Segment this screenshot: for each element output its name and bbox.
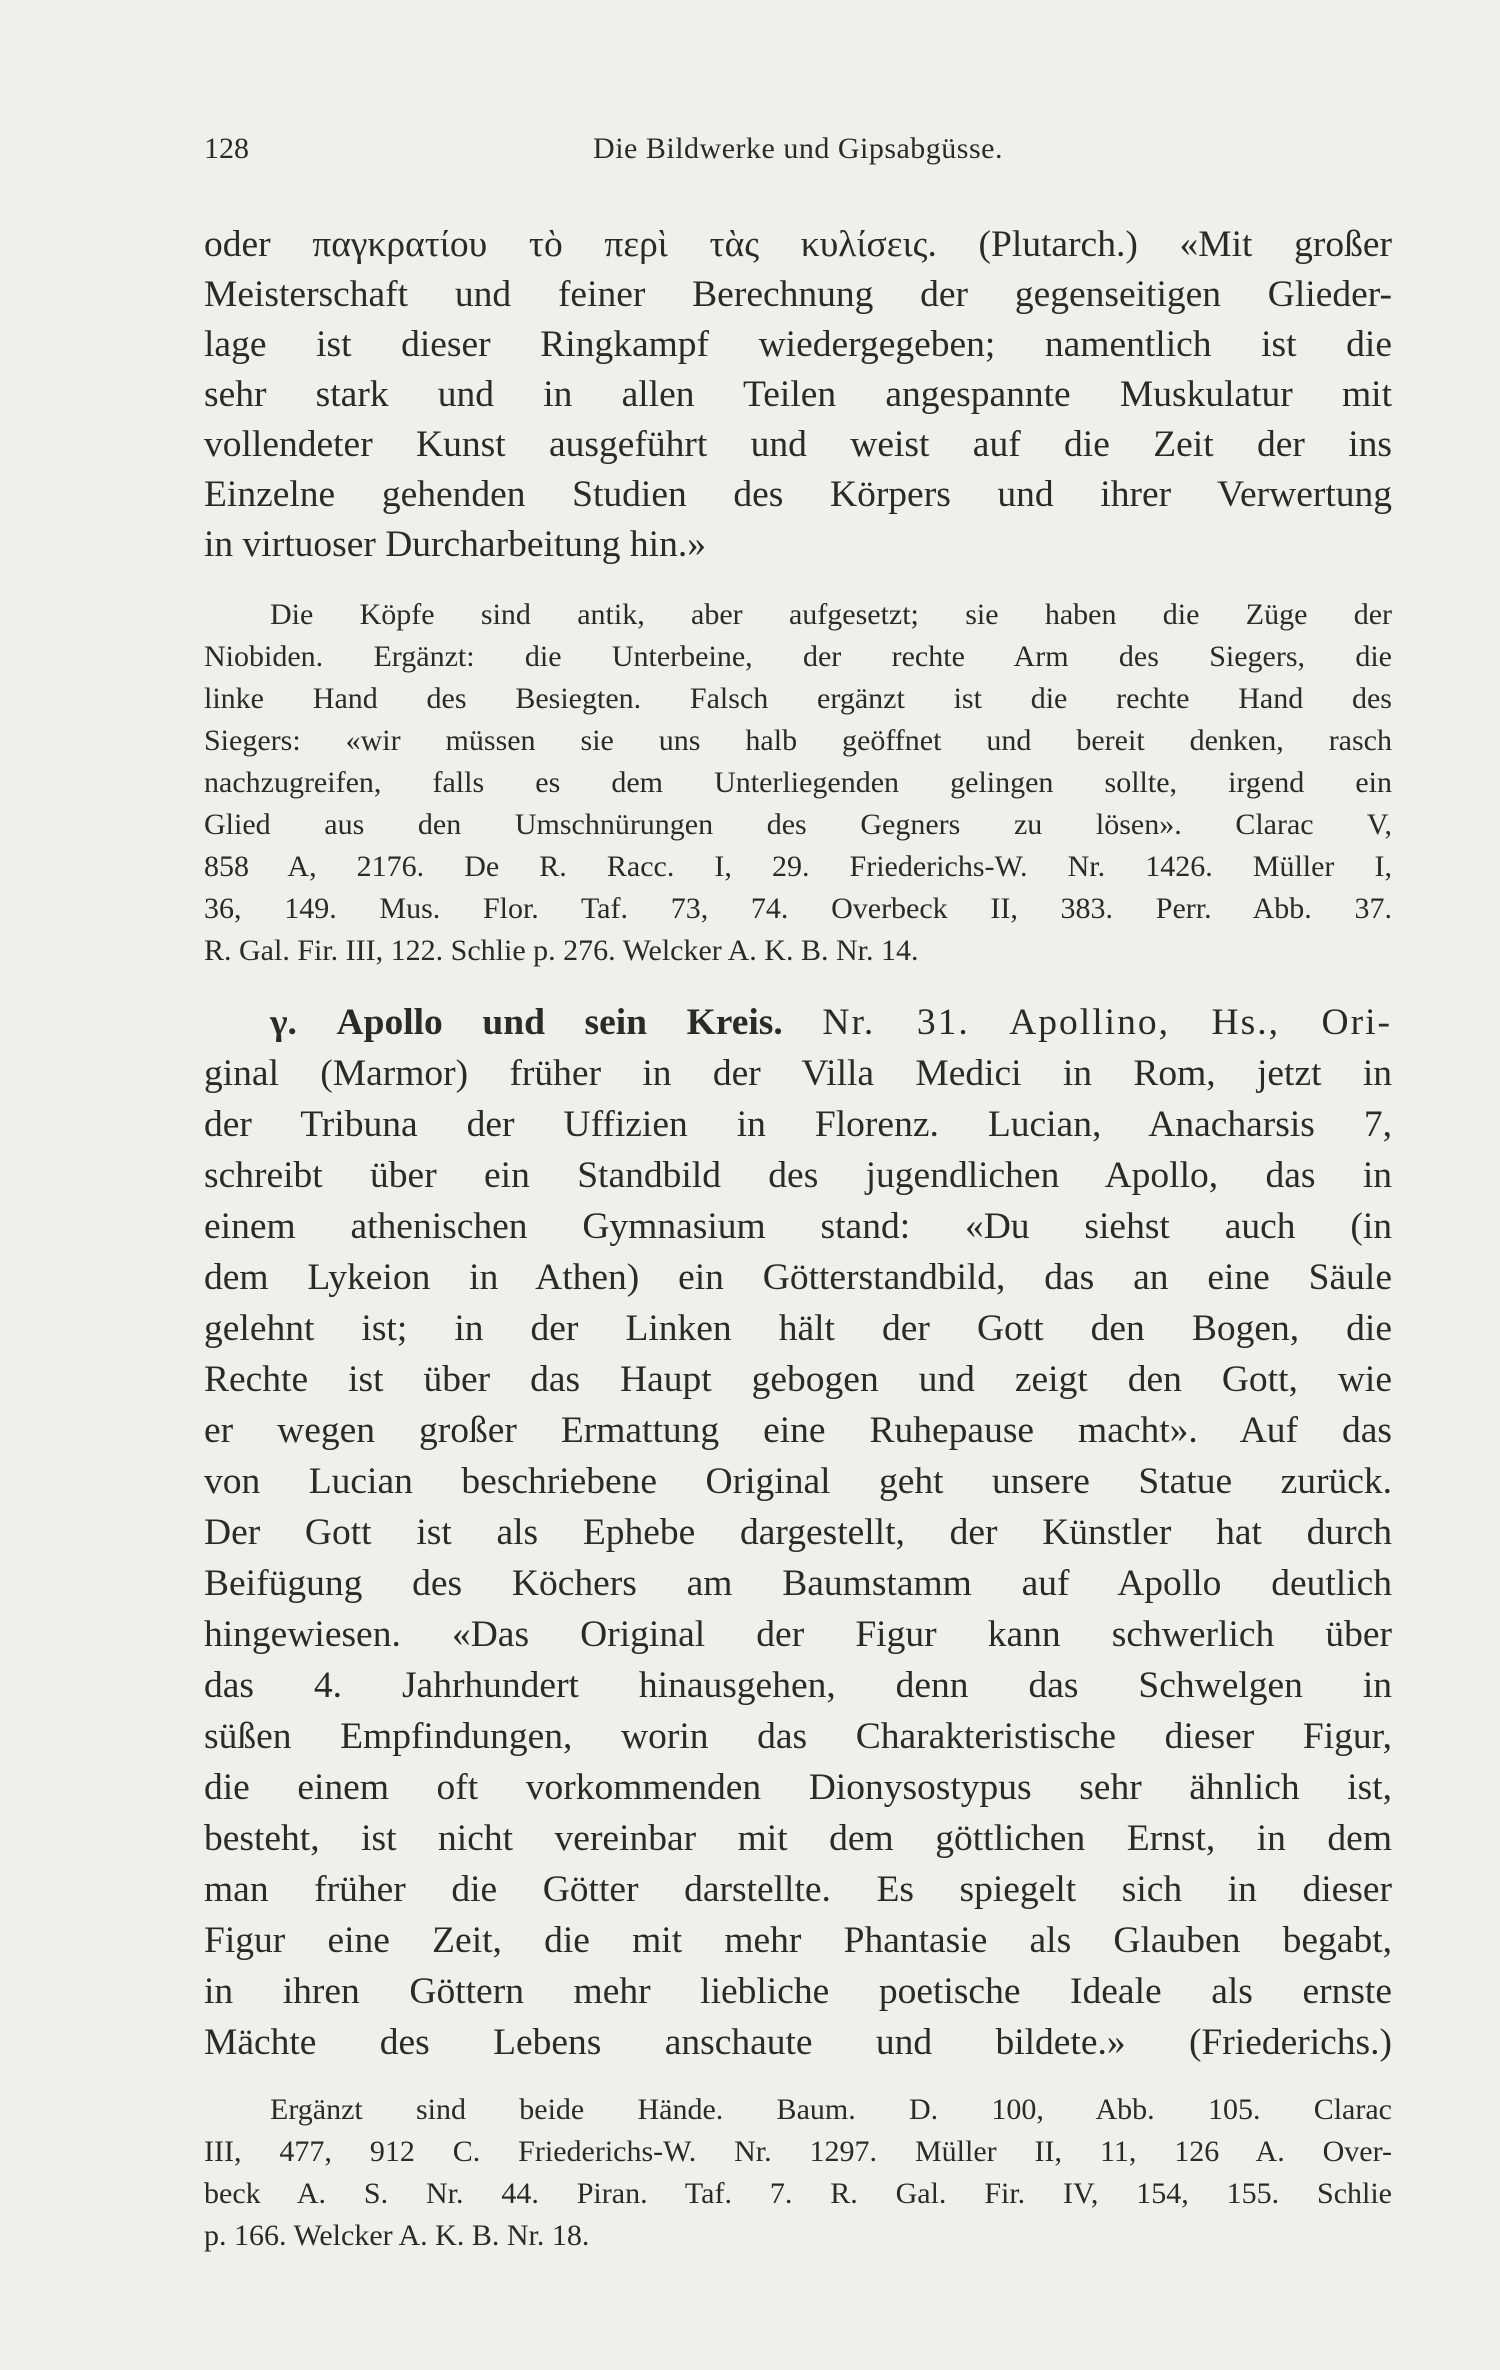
section-first-line	[270, 1000, 1392, 1046]
section-heading: γ. Apollo und sein Kreis.	[270, 1002, 783, 1043]
body-line: schreibt über ein Standbild des jugendlichen Apollo, das in	[204, 1155, 1392, 1196]
note-line: Siegers: «wir müssen sie uns halb geöffnet und bereit denken, rasch	[204, 724, 1392, 757]
note-line: III, 477, 912 C. Friederichs-W. Nr. 1297. Müller II, 11, 126 A. Over-	[204, 2135, 1392, 2168]
body-line: in virtuoser Durcharbeitung hin.»	[204, 524, 706, 565]
body-line: vollendeter Kunst ausgeführt und weist auf die Zeit der ins	[204, 424, 1392, 465]
body-line: Der Gott ist als Ephebe dargestellt, der Künstler hat durch	[204, 1512, 1392, 1553]
body-line: einem athenischen Gymnasium stand: «Du siehst auch (in	[204, 1206, 1392, 1247]
body-line: oder παγκρατίου τὸ περὶ τὰς κυλίσεις. (Plutarch.) «Mit großer	[204, 224, 1392, 265]
body-line: Mächte des Lebens anschaute und bildete.» (Friederichs.)	[204, 2022, 1392, 2063]
body-line: man früher die Götter darstellte. Es spiegelt sich in dieser	[204, 1869, 1392, 1910]
body-line: Meisterschaft und feiner Berechnung der gegenseitigen Glieder-	[204, 274, 1392, 315]
note-line: Niobiden. Ergänzt: die Unterbeine, der rechte Arm des Siegers, die	[204, 640, 1392, 673]
body-line: er wegen großer Ermattung eine Ruhepause macht». Auf das	[204, 1410, 1392, 1451]
note-line: Die Köpfe sind antik, aber aufgesetzt; sie haben die Züge der	[270, 598, 1392, 631]
note-line: 858 A, 2176. De R. Racc. I, 29. Friederichs-W. Nr. 1426. Müller I,	[204, 850, 1392, 883]
section-first-line-text: Nr. 31. Apollino, Hs., Ori-	[822, 1002, 1393, 1043]
body-line: ginal (Marmor) früher in der Villa Medici in Rom, jetzt in	[204, 1053, 1392, 1094]
note-line: p. 166. Welcker A. K. B. Nr. 18.	[204, 2219, 590, 2252]
body-line: Figur eine Zeit, die mit mehr Phantasie als Glauben begabt,	[204, 1920, 1392, 1961]
note-line: linke Hand des Besiegten. Falsch ergänzt ist die rechte Hand des	[204, 682, 1392, 715]
body-line: die einem oft vorkommenden Dionysostypus sehr ähnlich ist,	[204, 1767, 1392, 1808]
body-line: besteht, ist nicht vereinbar mit dem göttlichen Ernst, in dem	[204, 1818, 1392, 1859]
note-line: Glied aus den Umschnürungen des Gegners zu lösen». Clarac V,	[204, 808, 1392, 841]
note-line: Ergänzt sind beide Hände. Baum. D. 100, Abb. 105. Clarac	[270, 2093, 1392, 2126]
body-line: sehr stark und in allen Teilen angespannte Muskulatur mit	[204, 374, 1392, 415]
note-line: R. Gal. Fir. III, 122. Schlie p. 276. Welcker A. K. B. Nr. 14.	[204, 934, 919, 967]
body-line: Rechte ist über das Haupt gebogen und zeigt den Gott, wie	[204, 1359, 1392, 1400]
running-title: Die Bildwerke und Gipsabgüsse.	[593, 132, 1003, 165]
body-line: gelehnt ist; in der Linken hält der Gott den Bogen, die	[204, 1308, 1392, 1349]
page-header	[204, 132, 1392, 172]
body-line: das 4. Jahrhundert hinausgehen, denn das Schwelgen in	[204, 1665, 1392, 1706]
body-line: hingewiesen. «Das Original der Figur kann schwerlich über	[204, 1614, 1392, 1655]
body-line: in ihren Göttern mehr liebliche poetische Ideale als ernste	[204, 1971, 1392, 2012]
body-line: Beifügung des Köchers am Baumstamm auf Apollo deutlich	[204, 1563, 1392, 1604]
note-line: 36, 149. Mus. Flor. Taf. 73, 74. Overbeck II, 383. Perr. Abb. 37.	[204, 892, 1392, 925]
note-line: nachzugreifen, falls es dem Unterliegenden gelingen sollte, irgend ein	[204, 766, 1392, 799]
body-line: Einzelne gehenden Studien des Körpers und ihrer Verwertung	[204, 474, 1392, 515]
page-number: 128	[204, 132, 249, 165]
body-line: von Lucian beschriebene Original geht unsere Statue zurück.	[204, 1461, 1392, 1502]
body-line: der Tribuna der Uffizien in Florenz. Lucian, Anacharsis 7,	[204, 1104, 1392, 1145]
body-line: lage ist dieser Ringkampf wiedergegeben; namentlich ist die	[204, 324, 1392, 365]
note-line: beck A. S. Nr. 44. Piran. Taf. 7. R. Gal. Fir. IV, 154, 155. Schlie	[204, 2177, 1392, 2210]
body-line: süßen Empfindungen, worin das Charakteristische dieser Figur,	[204, 1716, 1392, 1757]
body-line: dem Lykeion in Athen) ein Götterstandbild, das an eine Säule	[204, 1257, 1392, 1298]
